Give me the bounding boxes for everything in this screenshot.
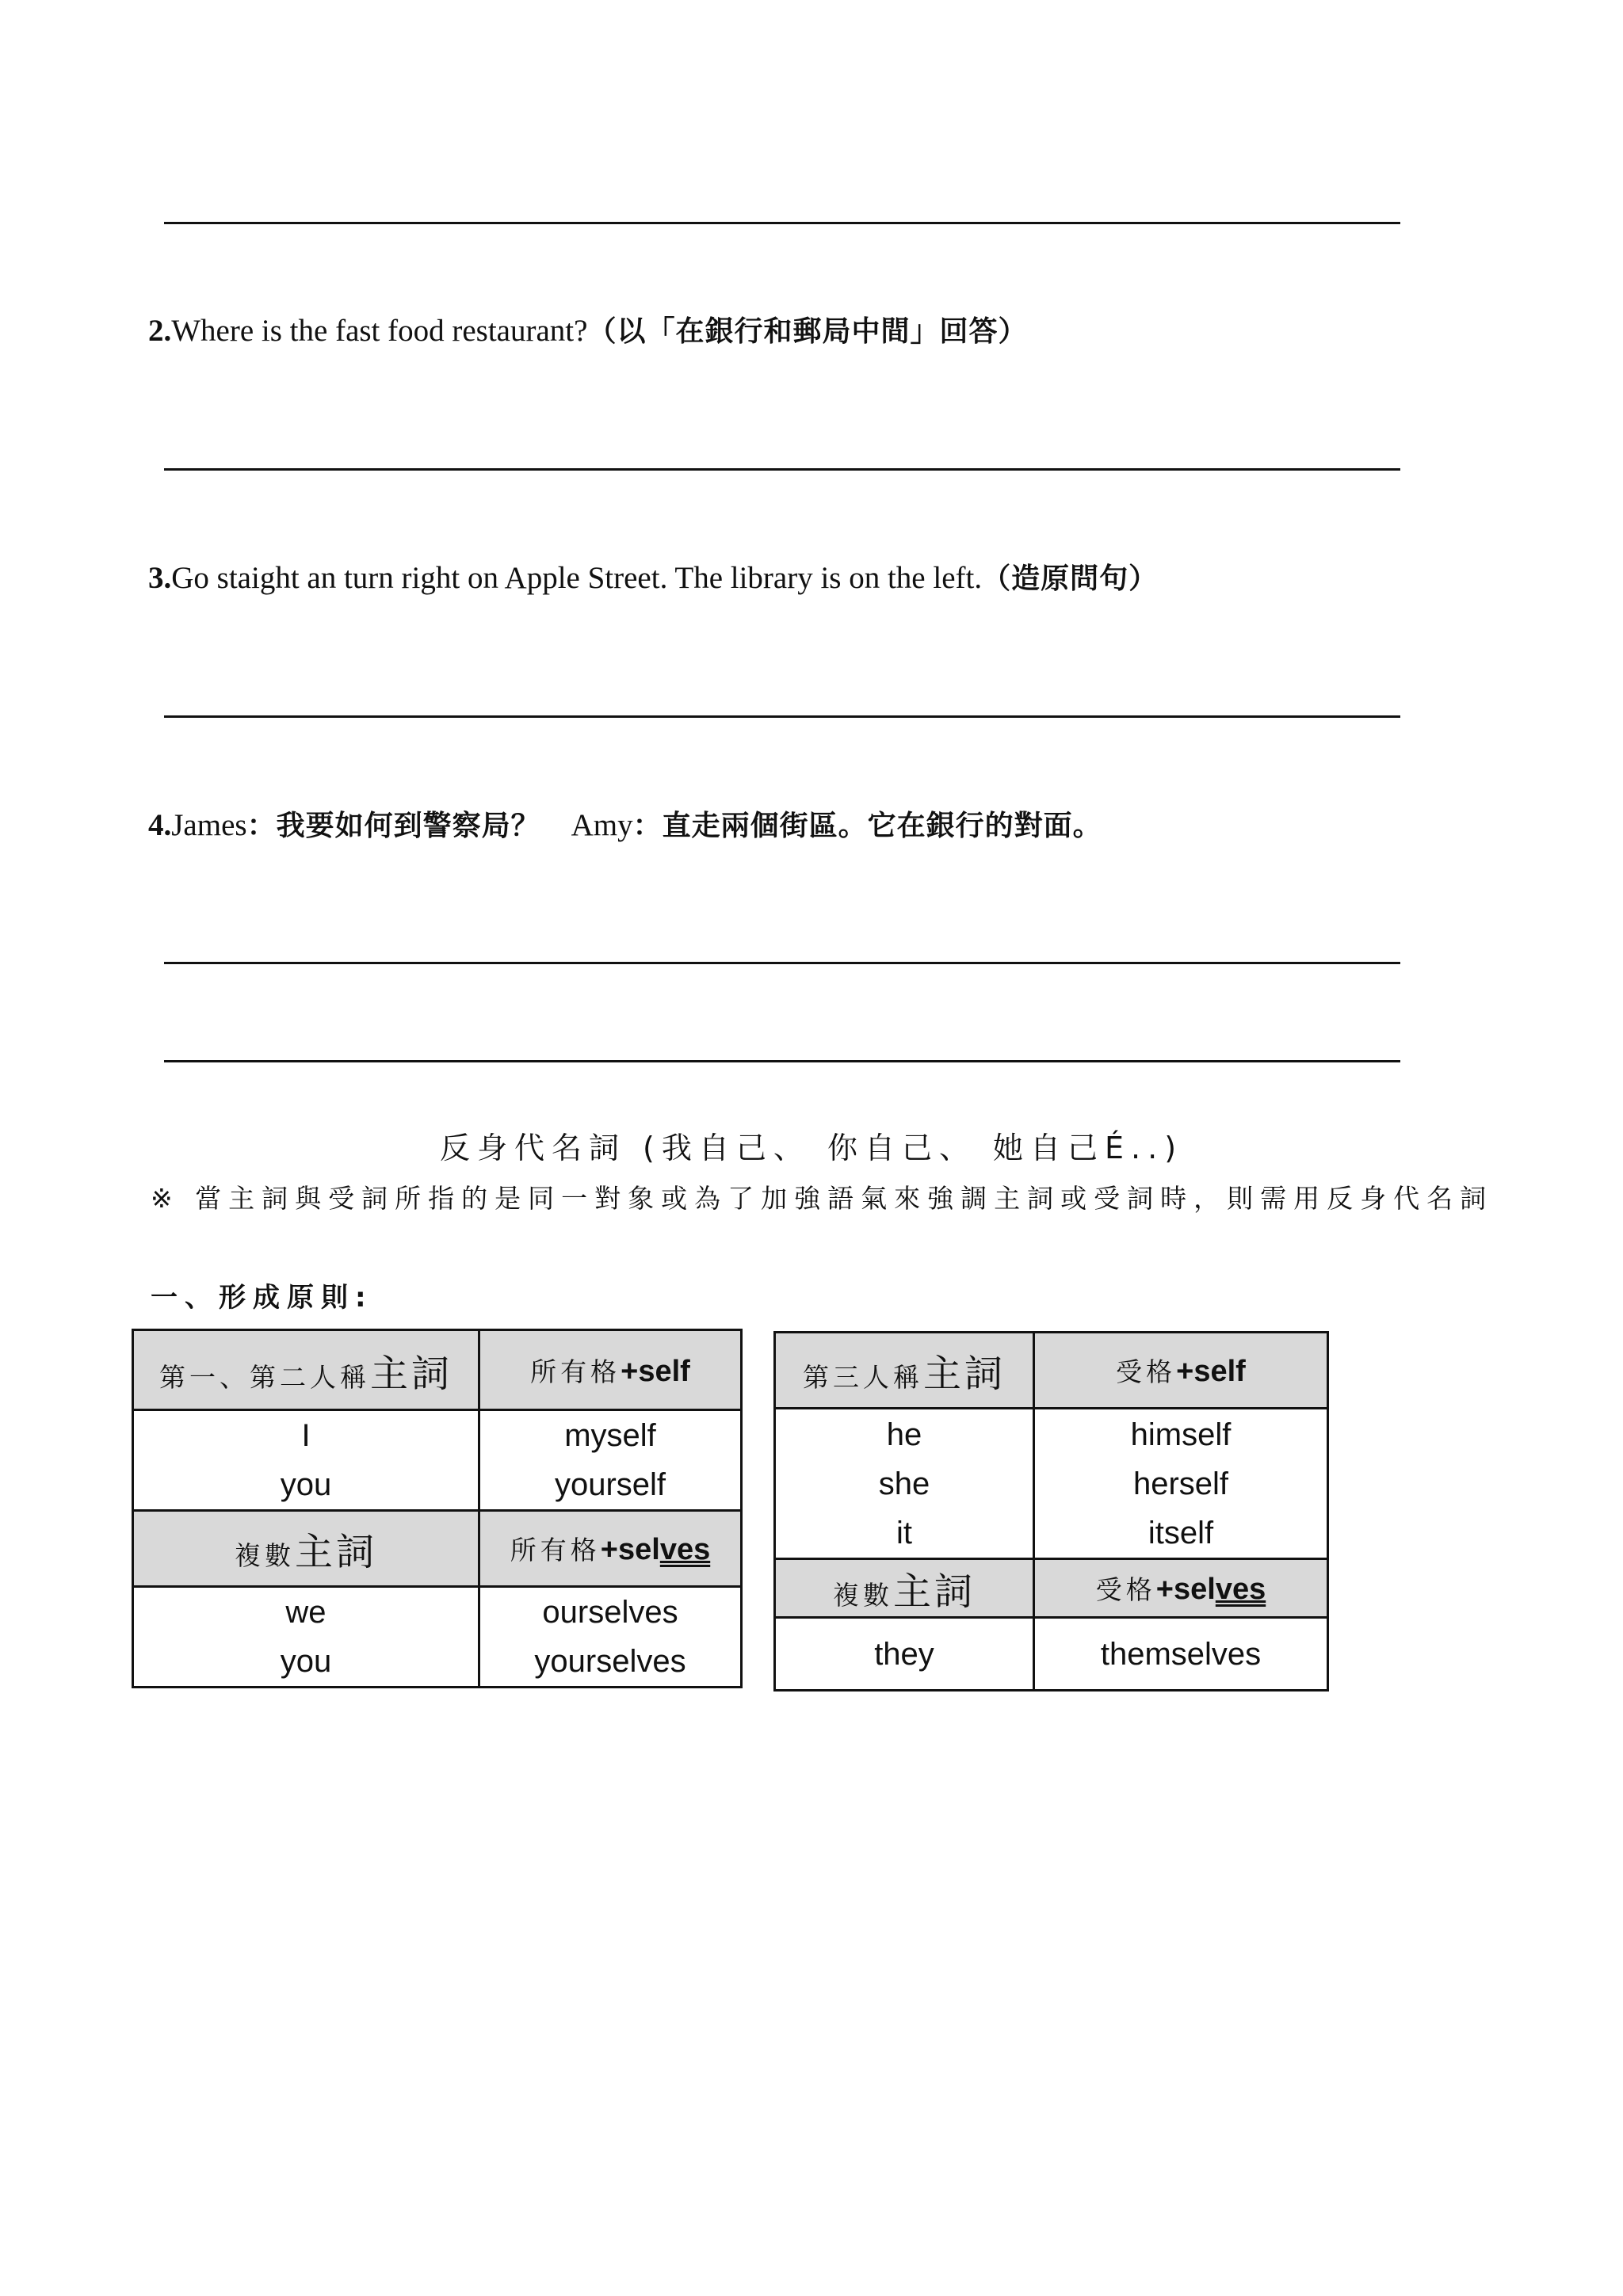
question-instruction: （造原問句） <box>982 563 1159 595</box>
header-plural-subject: 複數主詞 <box>133 1511 479 1587</box>
header-subject: 第三人稱主詞 <box>775 1333 1034 1409</box>
header-objective-selves: 受格+selves <box>1034 1559 1328 1618</box>
section-heading: 一、形成原則: <box>151 1282 373 1314</box>
header-objective-self: 受格+self <box>1034 1333 1328 1409</box>
subject-cell: we you <box>133 1587 479 1688</box>
dialogue-line: ：我要如何到警察局？ <box>246 810 540 842</box>
section-note: ※ 當主詞與受詞所指的是同一對象或為了加強語氣來強調主詞或受詞時，則需用反身代名詞 <box>151 1183 1494 1214</box>
answer-line <box>164 1060 1400 1062</box>
reflexive-table-first-second-person <box>132 1329 743 1688</box>
answer-line <box>164 962 1400 964</box>
speaker-name: James <box>171 808 247 842</box>
question-text: Go staight an turn right on Apple Street. The library is on the left. <box>171 561 983 595</box>
header-possessive-selves: 所有格+selves <box>479 1511 742 1587</box>
question-instruction: （以「在銀行和郵局中間」回答） <box>587 315 1028 348</box>
question-2 <box>148 309 1027 349</box>
question-3 <box>148 556 1158 597</box>
reflexive-cell: themselves <box>1034 1618 1328 1691</box>
header-plural-subject: 複數主詞 <box>775 1559 1034 1618</box>
header-possessive-self: 所有格+self <box>479 1330 742 1410</box>
question-4 <box>148 803 1102 844</box>
question-number: 2. <box>148 314 172 348</box>
answer-line <box>164 715 1400 718</box>
reflexive-cell: himself herself itself <box>1034 1409 1328 1559</box>
dialogue-line: ：直走兩個街區。它在銀行的對面。 <box>632 810 1102 842</box>
subject-cell: he she it <box>775 1409 1034 1559</box>
subject-cell: they <box>775 1618 1034 1691</box>
reflexive-table-third-person <box>773 1331 1329 1691</box>
question-number: 3. <box>148 561 172 595</box>
subject-cell: I you <box>133 1410 479 1511</box>
section-title: 反身代名詞 (我自己、 你自己、 她自己É..) <box>439 1131 1184 1165</box>
header-subject: 第一、第二人稱主詞 <box>133 1330 479 1410</box>
question-number: 4. <box>148 808 172 842</box>
reflexive-cell: ourselves yourselves <box>479 1587 742 1688</box>
speaker-name: Amy <box>571 808 633 842</box>
question-text: Where is the fast food restaurant? <box>171 314 588 348</box>
answer-line <box>164 222 1400 224</box>
reflexive-cell: myself yourself <box>479 1410 742 1511</box>
answer-line <box>164 468 1400 471</box>
